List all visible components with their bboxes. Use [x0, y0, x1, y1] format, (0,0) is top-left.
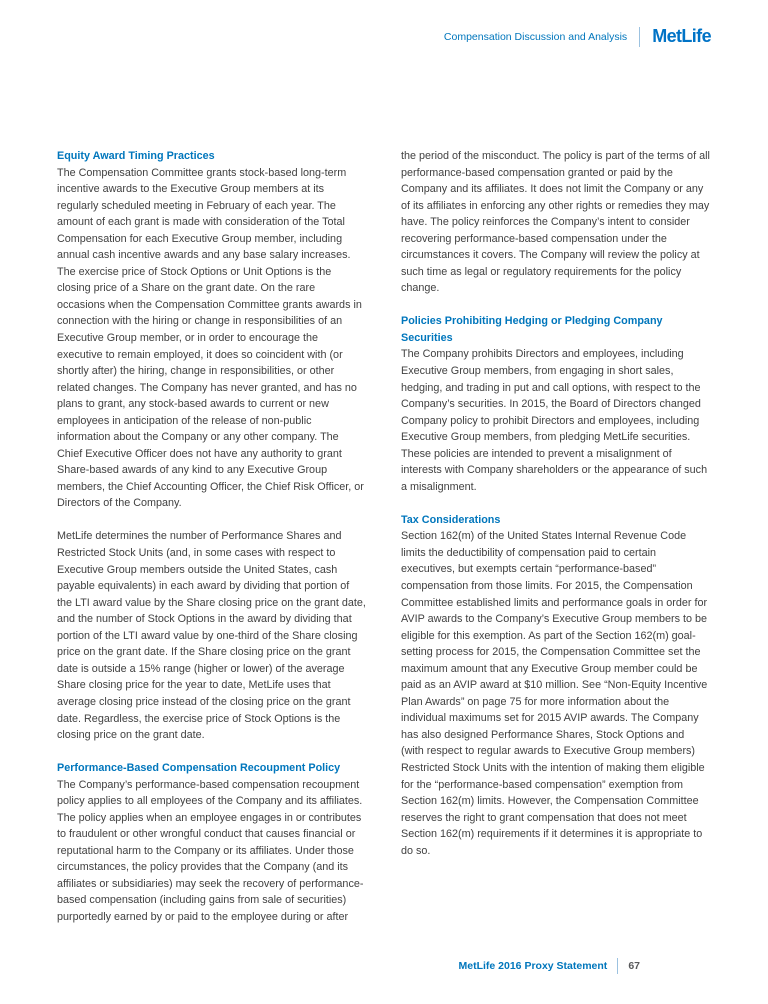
header-divider: [639, 27, 640, 47]
left-column: [57, 148, 366, 942]
paragraph: The Company prohibits Directors and employees, including Executive Group members, from engaging in short sales, hedging, and trading in put and call options, with respect to the Company’s securities. In 2015, the Board of Directors changed Company policy to prohibit Directors and employees, including Executive Group members, from pledging MetLife securities. These policies are intended to prevent a misalignment of interests with Company shareholders or the appearance of such a misalignment.: [401, 348, 708, 493]
section-heading-hedging-pledging: Policies Prohibiting Hedging or Pledging Company Securities: [401, 315, 663, 344]
paragraph: the period of the misconduct. The policy is part of the terms of all performance-based compensation granted or paid by the Company and its affiliates. It does not limit the Company or any of its affiliates in enforcing any other rights or remedies they may have. The policy reinforces the Company’s intent to consider recovering performance-based compensation under the circumstances it covers. The Company will review the policy at such time as legal or regulatory requirements for the policy change.: [401, 150, 710, 295]
footer-document-title: MetLife 2016 Proxy Statement: [458, 960, 608, 972]
paragraph: MetLife determines the number of Performance Shares and Restricted Stock Units (and, in some cases with respect to Executive Group members outside the United States, cash payable equivalents) in each award by dividing that portion of the LTI award value by the Share closing price on the grant date, and the number of Stock Options in the award by dividing that portion of the LTI award value by one-third of the Share closing price on the grant date. If the Share closing price on the grant date is outside a 15% range (higher or lower) of the average Share closing price for the year to date, MetLife uses that average closing price instead of the closing price on the grant date. Regardless, the exercise price of Stock Options is the closing price on the grant date.: [57, 530, 366, 742]
right-column: [401, 148, 710, 942]
footer-divider: [617, 958, 618, 974]
paragraph: The Compensation Committee grants stock-based long-term incentive awards to the Executive Group members at its regularly scheduled meeting in February of each year. The amount of each grant is made with consideration of the Total Compensation for each Executive Group member, including annual cash incentive awards and any base salary increases. The exercise price of Stock Options or Unit Options is the closing price of a Share on the grant date. On the rare occasions when the Compensation Committee grants awards in connection with the hiring or change in responsibilities of an Executive Group member, or in order to encourage the executive to remain employed, it does so coincident with (or shortly after) the hiring, change in responsibilities, or other related changes. The Company has never granted, and has no plans to grant, any stock-based awards to current or new employees in anticipation of the release of non-public information about the Company or any other company. The Chief Executive Officer does not have any authority to grant Share-based awards of any kind to any Executive Group members, the Chief Accounting Officer, the Chief Risk Officer, or Directors of the Company.: [57, 166, 364, 510]
section-heading-recoupment-policy: Performance-Based Compensation Recoupment Policy: [57, 762, 341, 775]
section-heading-equity-award-timing: Equity Award Timing Practices: [57, 150, 215, 162]
page-footer: [459, 958, 641, 974]
header-section-label: Compensation Discussion and Analysis: [443, 30, 628, 43]
page-header: [444, 26, 711, 47]
section-heading-tax-considerations: Tax Considerations: [401, 513, 501, 526]
paragraph: Section 162(m) of the United States Internal Revenue Code limits the deductibility of compensation paid to certain executives, but exempts certain “performance-based” compensation from those limits. For 2015, the Compensation Committee established limits and performance goals in order for AVIP awards to the Company’s Executive Group members to be eligible for this exemption. As part of the Section 162(m) goal- setting process for 2015, the Compensation Committee set the maximum amount that any Executive Group member could be paid as an AVIP award at $10 million. See “Non-Equity Incentive Plan Awards” on page 75 for more information about the individual maximums set for 2015 AVIP awards. The Company has also designed Performance Shares, Stock Options and (with respect to regular awards to Executive Group members) Restricted Stock Units with the intention of making them eligible for the “performance-based compensation” exemption from Section 162(m) limits. However, the Compensation Committee reserves the right to grant compensation that does not meet Section 162(m) requirements if it determines it is appropriate to do so.: [401, 530, 708, 857]
content-columns: [57, 148, 710, 942]
footer-page-number: 67: [628, 960, 640, 972]
paragraph: The Company’s performance-based compensation recoupment policy applies to all employees of the Company and its affiliates. The policy applies when an employee engages in or contributes to fraudulent or other wrongful conduct that causes financial or reputational harm to the Company or its affiliates. Under those circumstances, the policy provides that the Company (and its affiliates or subsidiaries) may seek the recovery of performance-based compensation (including gains from sale of securities) purportedly earned by or paid to the employee during or after: [57, 778, 364, 923]
metlife-logo: MetLife: [652, 26, 711, 46]
